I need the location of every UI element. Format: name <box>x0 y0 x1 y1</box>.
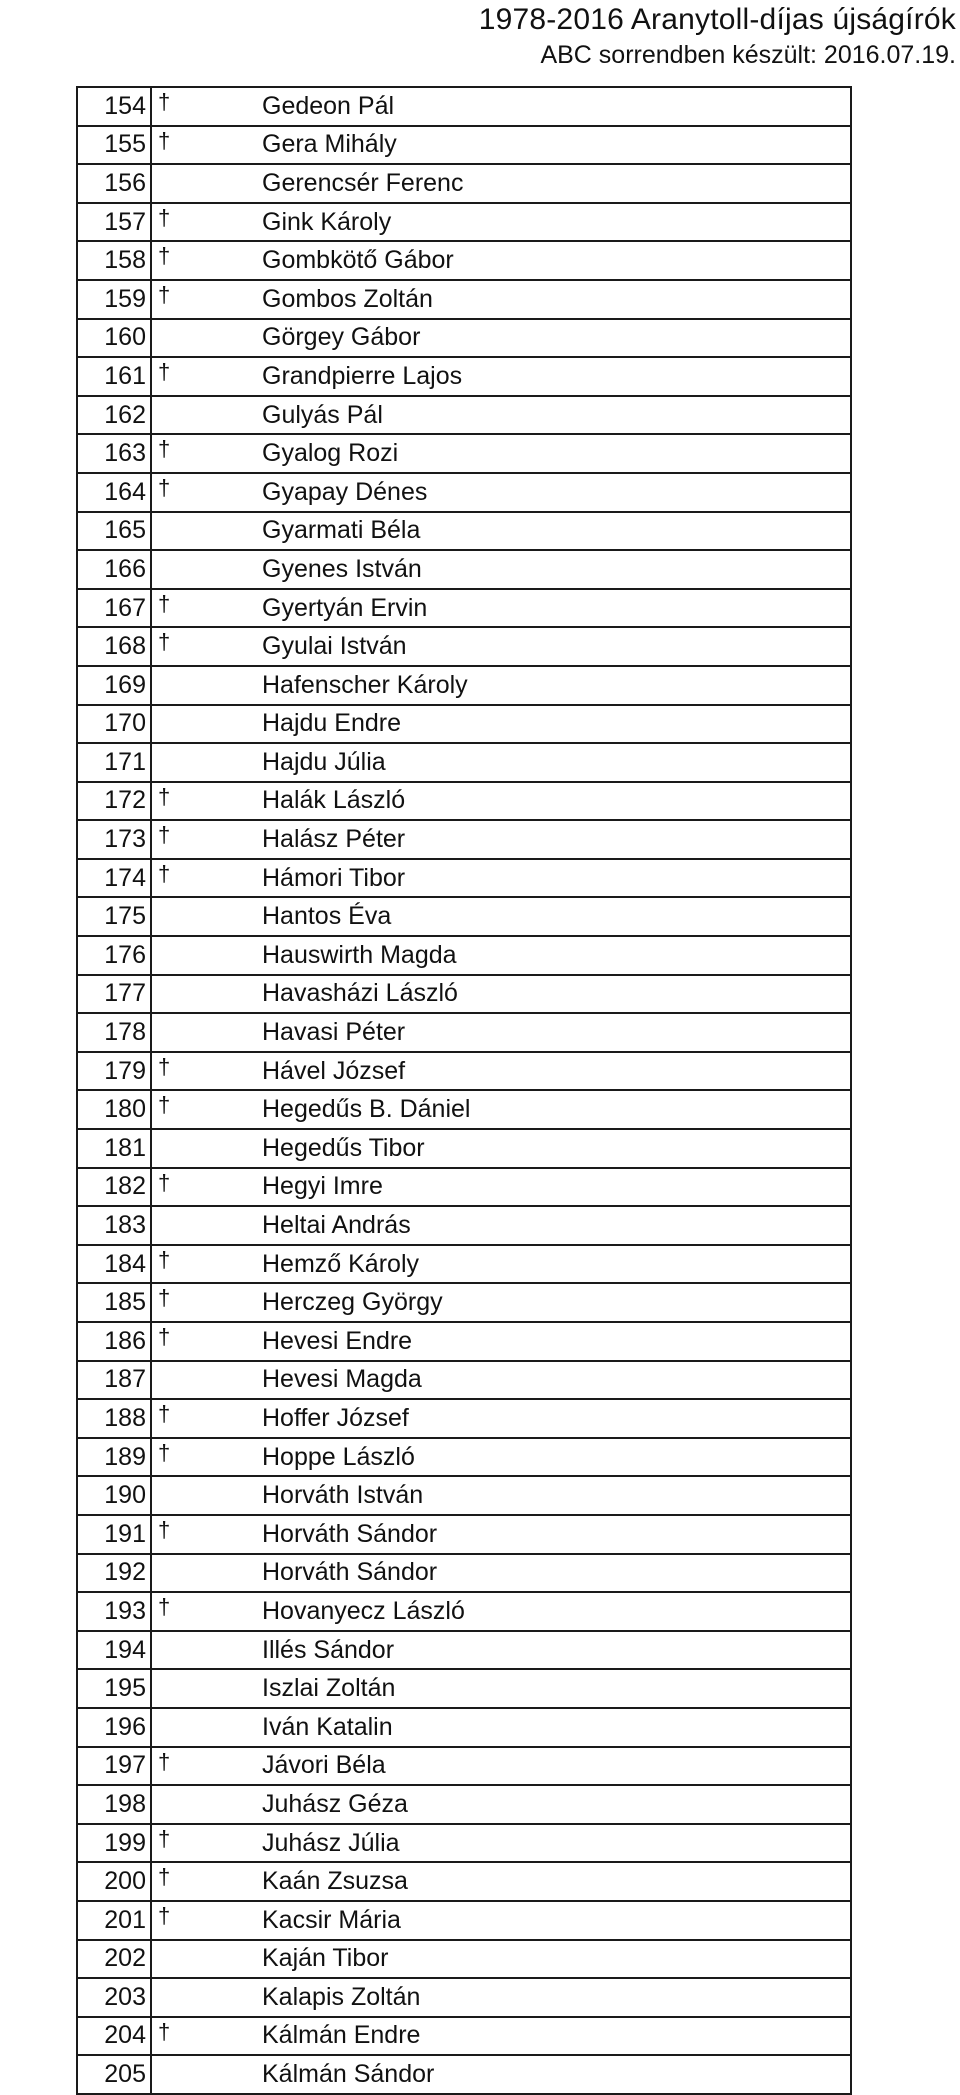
table-row <box>77 1824 851 1863</box>
table-row <box>77 1901 851 1940</box>
deceased-cross-icon <box>151 743 254 782</box>
deceased-cross-icon: † <box>151 2017 254 2056</box>
journalist-name: Hajdu Júlia <box>254 743 851 782</box>
row-number: 200 <box>77 1862 151 1901</box>
journalist-name: Kalapis Zoltán <box>254 1978 851 2017</box>
journalist-name: Gombos Zoltán <box>254 280 851 319</box>
row-number: 181 <box>77 1129 151 1168</box>
row-number: 183 <box>77 1206 151 1245</box>
journalist-name: Juhász Júlia <box>254 1824 851 1863</box>
journalist-name: Hovanyecz László <box>254 1592 851 1631</box>
deceased-cross-icon: † <box>151 1862 254 1901</box>
deceased-cross-icon: † <box>151 1090 254 1129</box>
row-number: 199 <box>77 1824 151 1863</box>
deceased-cross-icon: † <box>151 1438 254 1477</box>
journalist-name: Havasházi László <box>254 975 851 1014</box>
journalist-name: Illés Sándor <box>254 1631 851 1670</box>
deceased-cross-icon: † <box>151 627 254 666</box>
deceased-cross-icon: † <box>151 1245 254 1284</box>
row-number: 198 <box>77 1785 151 1824</box>
table-row <box>77 666 851 705</box>
table-row <box>77 550 851 589</box>
journalist-name: Hámori Tibor <box>254 859 851 898</box>
deceased-cross-icon <box>151 705 254 744</box>
row-number: 165 <box>77 512 151 551</box>
table-row <box>77 87 851 126</box>
table-row <box>77 203 851 242</box>
deceased-cross-icon: † <box>151 434 254 473</box>
journalist-name: Kaján Tibor <box>254 1940 851 1979</box>
row-number: 172 <box>77 782 151 821</box>
table-row <box>77 1785 851 1824</box>
table-row <box>77 1399 851 1438</box>
deceased-cross-icon <box>151 975 254 1014</box>
row-number: 156 <box>77 164 151 203</box>
journalist-name: Gerencsér Ferenc <box>254 164 851 203</box>
row-number: 162 <box>77 396 151 435</box>
deceased-cross-icon <box>151 1361 254 1400</box>
row-number: 185 <box>77 1283 151 1322</box>
deceased-cross-icon <box>151 1554 254 1593</box>
table-row <box>77 1013 851 1052</box>
journalist-name: Hegedűs B. Dániel <box>254 1090 851 1129</box>
table-row <box>77 512 851 551</box>
table-row <box>77 1322 851 1361</box>
journalist-name: Gyulai István <box>254 627 851 666</box>
journalist-name: Kaán Zsuzsa <box>254 1862 851 1901</box>
journalist-name: Halász Péter <box>254 820 851 859</box>
deceased-cross-icon <box>151 164 254 203</box>
journalist-name: Hafenscher Károly <box>254 666 851 705</box>
deceased-cross-icon: † <box>151 1901 254 1940</box>
journalist-name: Gyapay Dénes <box>254 473 851 512</box>
journalist-name: Heltai András <box>254 1206 851 1245</box>
row-number: 202 <box>77 1940 151 1979</box>
row-number: 176 <box>77 936 151 975</box>
table-row <box>77 164 851 203</box>
deceased-cross-icon <box>151 666 254 705</box>
journalist-name: Hoppe László <box>254 1438 851 1477</box>
row-number: 157 <box>77 203 151 242</box>
journalist-name: Gyarmati Béla <box>254 512 851 551</box>
table-row <box>77 319 851 358</box>
row-number: 178 <box>77 1013 151 1052</box>
deceased-cross-icon: † <box>151 1515 254 1554</box>
deceased-cross-icon: † <box>151 1747 254 1786</box>
journalist-name: Hantos Éva <box>254 897 851 936</box>
deceased-cross-icon: † <box>151 203 254 242</box>
journalist-name: Grandpierre Lajos <box>254 357 851 396</box>
row-number: 160 <box>77 319 151 358</box>
table-row <box>77 820 851 859</box>
row-number: 189 <box>77 1438 151 1477</box>
journalist-name: Iván Katalin <box>254 1708 851 1747</box>
deceased-cross-icon <box>151 1669 254 1708</box>
row-number: 188 <box>77 1399 151 1438</box>
table-row <box>77 2055 851 2094</box>
deceased-cross-icon <box>151 1940 254 1979</box>
row-number: 196 <box>77 1708 151 1747</box>
row-number: 184 <box>77 1245 151 1284</box>
table-row <box>77 357 851 396</box>
row-number: 204 <box>77 2017 151 2056</box>
table-row <box>77 1168 851 1207</box>
deceased-cross-icon: † <box>151 1052 254 1091</box>
table-row <box>77 627 851 666</box>
table-row <box>77 1476 851 1515</box>
row-number: 163 <box>77 434 151 473</box>
deceased-cross-icon <box>151 897 254 936</box>
table-row <box>77 1669 851 1708</box>
journalist-name: Gyenes István <box>254 550 851 589</box>
journalist-name: Horváth Sándor <box>254 1515 851 1554</box>
journalist-name: Hemző Károly <box>254 1245 851 1284</box>
row-number: 173 <box>77 820 151 859</box>
row-number: 194 <box>77 1631 151 1670</box>
table-row <box>77 1206 851 1245</box>
row-number: 179 <box>77 1052 151 1091</box>
deceased-cross-icon: † <box>151 280 254 319</box>
deceased-cross-icon: † <box>151 473 254 512</box>
journalist-name: Hajdu Endre <box>254 705 851 744</box>
deceased-cross-icon <box>151 396 254 435</box>
journalist-name: Görgey Gábor <box>254 319 851 358</box>
deceased-cross-icon <box>151 1476 254 1515</box>
deceased-cross-icon: † <box>151 1399 254 1438</box>
deceased-cross-icon <box>151 550 254 589</box>
laureates-table-body <box>77 87 851 2094</box>
deceased-cross-icon: † <box>151 357 254 396</box>
journalist-name: Kálmán Sándor <box>254 2055 851 2094</box>
deceased-cross-icon <box>151 1785 254 1824</box>
deceased-cross-icon <box>151 1708 254 1747</box>
deceased-cross-icon: † <box>151 1592 254 1631</box>
table-row <box>77 1708 851 1747</box>
journalist-name: Hevesi Endre <box>254 1322 851 1361</box>
journalist-name: Gyalog Rozi <box>254 434 851 473</box>
table-row <box>77 1978 851 2017</box>
row-number: 177 <box>77 975 151 1014</box>
row-number: 170 <box>77 705 151 744</box>
journalist-name: Kálmán Endre <box>254 2017 851 2056</box>
deceased-cross-icon <box>151 936 254 975</box>
table-row <box>77 1631 851 1670</box>
row-number: 166 <box>77 550 151 589</box>
row-number: 191 <box>77 1515 151 1554</box>
table-row <box>77 1090 851 1129</box>
deceased-cross-icon <box>151 1631 254 1670</box>
journalist-name: Hegedűs Tibor <box>254 1129 851 1168</box>
row-number: 167 <box>77 589 151 628</box>
deceased-cross-icon <box>151 1978 254 2017</box>
table-row <box>77 1515 851 1554</box>
journalist-name: Herczeg György <box>254 1283 851 1322</box>
table-row <box>77 975 851 1014</box>
row-number: 174 <box>77 859 151 898</box>
deceased-cross-icon <box>151 2055 254 2094</box>
row-number: 203 <box>77 1978 151 2017</box>
journalist-name: Gedeon Pál <box>254 87 851 126</box>
table-row <box>77 897 851 936</box>
table-row <box>77 782 851 821</box>
row-number: 205 <box>77 2055 151 2094</box>
journalist-name: Halák László <box>254 782 851 821</box>
journalist-name: Hauswirth Magda <box>254 936 851 975</box>
journalist-name: Gink Károly <box>254 203 851 242</box>
journalist-name: Hevesi Magda <box>254 1361 851 1400</box>
table-row <box>77 1052 851 1091</box>
row-number: 186 <box>77 1322 151 1361</box>
table-row <box>77 589 851 628</box>
table-row <box>77 859 851 898</box>
deceased-cross-icon: † <box>151 1824 254 1863</box>
deceased-cross-icon: † <box>151 241 254 280</box>
table-row <box>77 1283 851 1322</box>
journalist-name: Kacsir Mária <box>254 1901 851 1940</box>
row-number: 201 <box>77 1901 151 1940</box>
row-number: 161 <box>77 357 151 396</box>
table-row <box>77 1940 851 1979</box>
row-number: 195 <box>77 1669 151 1708</box>
row-number: 187 <box>77 1361 151 1400</box>
journalist-name: Juhász Géza <box>254 1785 851 1824</box>
deceased-cross-icon: † <box>151 1283 254 1322</box>
table-row <box>77 126 851 165</box>
deceased-cross-icon: † <box>151 820 254 859</box>
journalist-name: Havasi Péter <box>254 1013 851 1052</box>
deceased-cross-icon: † <box>151 1322 254 1361</box>
table-row <box>77 241 851 280</box>
journalist-name: Jávori Béla <box>254 1747 851 1786</box>
deceased-cross-icon: † <box>151 1168 254 1207</box>
table-row <box>77 1747 851 1786</box>
table-row <box>77 1862 851 1901</box>
table-row <box>77 473 851 512</box>
row-number: 197 <box>77 1747 151 1786</box>
row-number: 175 <box>77 897 151 936</box>
document-subtitle: ABC sorrendben készült: 2016.07.19. <box>540 41 956 69</box>
journalist-name: Gera Mihály <box>254 126 851 165</box>
journalist-name: Horváth István <box>254 1476 851 1515</box>
table-row <box>77 2017 851 2056</box>
journalist-name: Horváth Sándor <box>254 1554 851 1593</box>
journalist-name: Gulyás Pál <box>254 396 851 435</box>
table-row <box>77 1592 851 1631</box>
row-number: 193 <box>77 1592 151 1631</box>
laureates-table <box>76 86 852 2095</box>
row-number: 192 <box>77 1554 151 1593</box>
row-number: 164 <box>77 473 151 512</box>
deceased-cross-icon: † <box>151 87 254 126</box>
row-number: 182 <box>77 1168 151 1207</box>
journalist-name: Gyertyán Ervin <box>254 589 851 628</box>
deceased-cross-icon: † <box>151 126 254 165</box>
row-number: 158 <box>77 241 151 280</box>
deceased-cross-icon: † <box>151 782 254 821</box>
deceased-cross-icon <box>151 319 254 358</box>
row-number: 169 <box>77 666 151 705</box>
deceased-cross-icon: † <box>151 859 254 898</box>
table-row <box>77 1245 851 1284</box>
document-title: 1978-2016 Aranytoll-díjas újságírók <box>478 3 956 36</box>
table-row <box>77 280 851 319</box>
row-number: 171 <box>77 743 151 782</box>
table-row <box>77 1554 851 1593</box>
row-number: 155 <box>77 126 151 165</box>
row-number: 190 <box>77 1476 151 1515</box>
table-row <box>77 434 851 473</box>
row-number: 168 <box>77 627 151 666</box>
deceased-cross-icon <box>151 1129 254 1168</box>
deceased-cross-icon: † <box>151 589 254 628</box>
journalist-name: Hável József <box>254 1052 851 1091</box>
table-row <box>77 1438 851 1477</box>
table-row <box>77 1361 851 1400</box>
table-row <box>77 936 851 975</box>
table-row <box>77 705 851 744</box>
journalist-name: Hegyi Imre <box>254 1168 851 1207</box>
row-number: 159 <box>77 280 151 319</box>
journalist-name: Hoffer József <box>254 1399 851 1438</box>
journalist-name: Iszlai Zoltán <box>254 1669 851 1708</box>
row-number: 180 <box>77 1090 151 1129</box>
table-row <box>77 1129 851 1168</box>
table-row <box>77 396 851 435</box>
deceased-cross-icon <box>151 512 254 551</box>
page-header <box>479 0 956 70</box>
row-number: 154 <box>77 87 151 126</box>
table-row <box>77 743 851 782</box>
deceased-cross-icon <box>151 1013 254 1052</box>
deceased-cross-icon <box>151 1206 254 1245</box>
journalist-name: Gombkötő Gábor <box>254 241 851 280</box>
